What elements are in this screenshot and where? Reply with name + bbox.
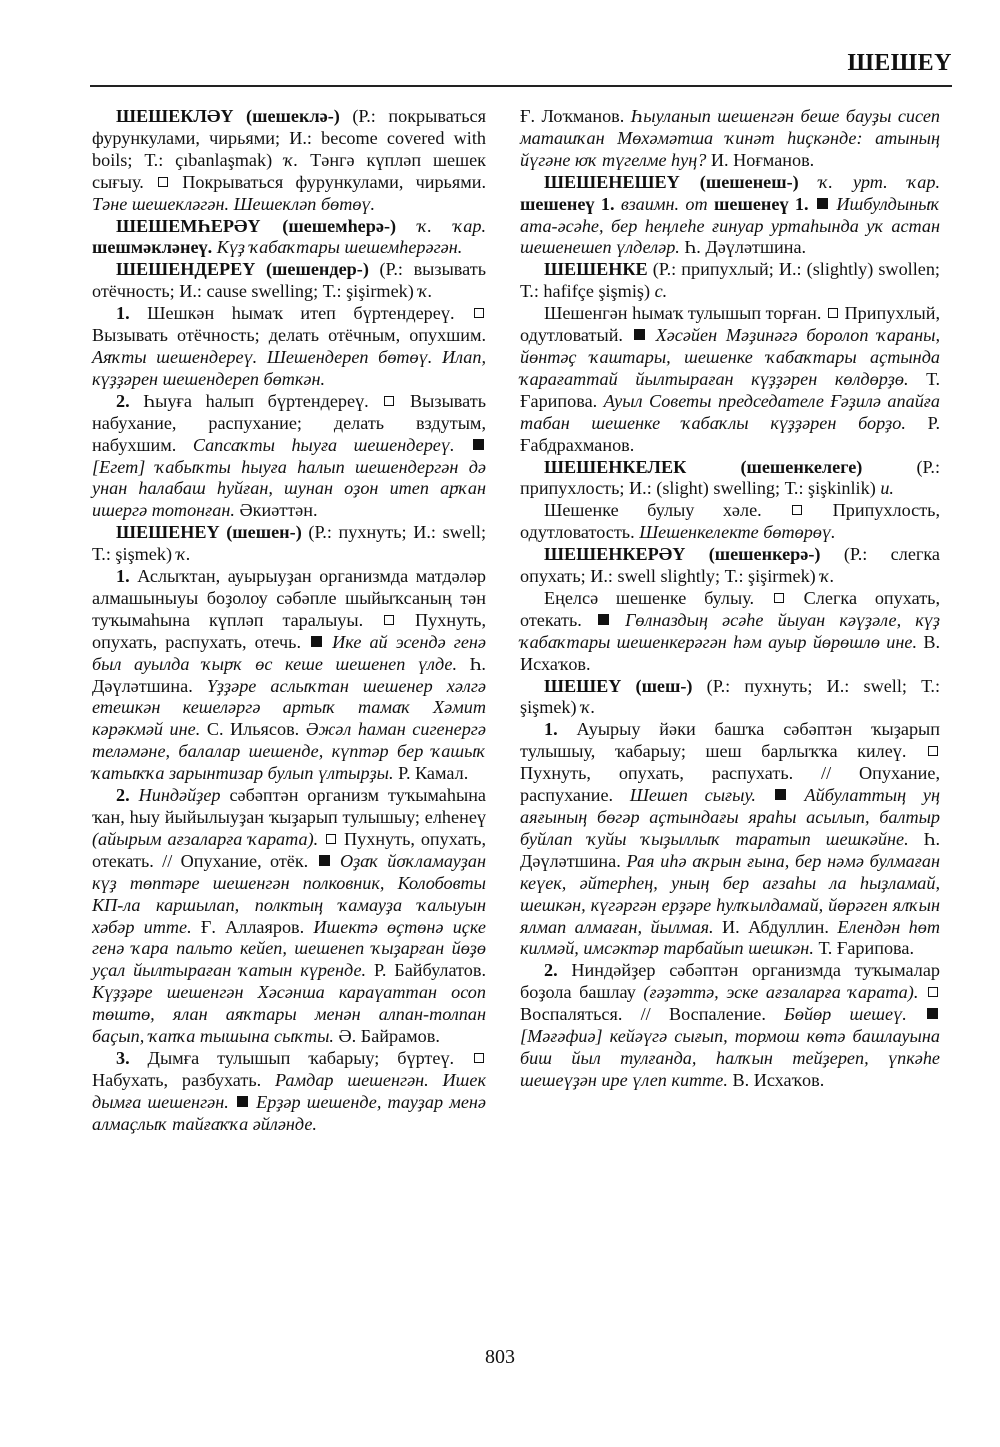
- entry-sheshenkelek: ШЕШЕНКЕЛЕК (шешенкелеге) (Р.: припухлость; И.: (slight) swelling; Т.: şişkinlik) и.: [520, 456, 940, 499]
- square-icon: [326, 834, 336, 844]
- entry-sheshenkereu-body: Еңелсә шешенке булыу. Слегка опухать, отекать. Гөлназдың әсәһе йыуан кәүҙәле, күҙ ҡабаҡтары шешенкерәгән һәм ауыр йөрөшлө ине. В. Исхаҡов.: [520, 587, 941, 674]
- square-icon: [928, 987, 938, 997]
- sense-1: 1. Ауырыу йәки башҡа сәбәптән ҡыҙарып тулышыу, ҡабарыу; шеш барлыҡҡа килеү. Пухнуть, опухать, распухать. // Опухание, распухание. Шешеп сығыу. Айбулаттың уң аяғының бөгәр аҫтындағы яраһы асылып, балтыр буйлап ҡуйы ҡыҙыллыҡ таратып шешкәйне. Һ. Дәүләтшина. Рая иһә аҡрын ғына, бер нәмә булмаған кеүек, әйтерһең, уның бер ағзаһы ла һыҙламай, шешкән, күгәргән ерҙәре һулҡылдамай, йөрәген ялҡын ялмап алмаған, йылмая. И. Абдуллин. Елендән һөт килмәй, имсәктәр тарбайып шешкән. Т. Ғарипова.: [520, 719, 941, 959]
- bullet-icon: [927, 1008, 938, 1019]
- entry-sheshenkereu: ШЕШЕНКЕРӘҮ (шешенкерә-) (Р.: слегка опухать; И.: swell slightly; Т.: şişirmek) ҡ.: [520, 544, 940, 587]
- sense-1: 1. Аслыҡтан, ауырыуҙан организмда матдәләр алмашыныуы боҙолоу сәбәпле шыйыҡсаның тән туҡымаһына күпләп таралыуы. Пухнуть, опухать, распухать, отечь. Ике ай эсендә генә был ауылда ҡырҡ өс кеше шешенеп үлде. Һ. Дәүләтшина. Үҙҙәре аслыҡтан шешенер хәлгә етешкән кешеләргә артыҡ тамаҡ Хәмит кәрәкмәй ине. С. Ильясов. Әжәл һаман сигенергә теләмәне, балалар шешенде, күптәр бер ҡашыҡ ҡатыҡҡа зарынтизар булып үлтырҙы. Р. Камал.: [92, 566, 487, 784]
- citation-continued: Ғ. Лоҡманов. Һыуланып шешенгән беше бауҙы сисеп маташҡан Мөхәмәтша ҡинәт һиҫкәнде: атының йүгәне юҡ түгелме һуң? И. Ноғманов.: [520, 106, 940, 170]
- running-head: ШЕШЕҮ: [847, 50, 952, 76]
- square-icon: [828, 308, 838, 318]
- bullet-icon: [775, 789, 786, 800]
- entry-sheshenew: ШЕШЕНЕҮ (шешен-) (Р.: пухнуть; И.: swell; Т.: şişmek) ҡ.: [92, 522, 487, 565]
- square-icon: [384, 615, 394, 625]
- header-rule: [90, 85, 952, 87]
- left-column: [92, 106, 486, 1136]
- bullet-icon: [311, 636, 322, 647]
- sense-2: 2. Ниндәйҙер сәбәптән организмда туҡымалар боҙола башлау (ғәҙәттә, эске ағзаларға ҡарата). Воспаляться. // Воспаление. Бөйөр шешеү. [Мәғәфиә] кейәүгә сығып, тормош көтә башлауына биш йыл тулғанда, һалҡын тейҙереп, үпкәһе шешеүҙән ире үлеп китте. В. Исхаҡов.: [520, 960, 940, 1090]
- square-icon: [928, 746, 938, 756]
- entry-sheshenke-body: Шешенгән һымаҡ тулышып торған. Припухлый, одутловатый. Хәсәйен Мәҙинәгә боролоп ҡараны, йөнтәҫ ҡаштары, шешенке ҡабаҡтары аҫтында ҡарағаттай йылтыраған күҙҙәрен көлдөрҙө. Т. Ғарипова. Ауыл Советы председателе Ғәҙилә апайға табан шешенке ҡабаҡлы күҙҙәрен борҙо. Р. Ғабдрахманов.: [520, 303, 941, 455]
- sense-3: 3. Дымға тулышып ҡабарыу; бүртеү. Набухать, разбухать. Рамдар шешенгән. Ишек дымға шешенгән. Ерҙәр шешенде, тауҙар менә алмаҫлыҡ тайғаҡҡа әйләнде.: [92, 1047, 486, 1134]
- bullet-icon: [598, 614, 609, 625]
- entry-sheshemhereu: ШЕШЕМҺЕРӘҮ (шешемһерә-) ҡ. ҡар. шешмәкләнеү. Күҙ ҡабаҡтары шешемһерәгән.: [92, 215, 486, 258]
- bullet-icon: [473, 439, 484, 450]
- square-icon: [158, 177, 168, 187]
- entry-sheshenkelek-body: Шешенке булыу хәле. Припухлость, одутловатость. Шешенкелекте бөтөрөү.: [520, 500, 940, 543]
- entry-sheshekleu: ШЕШЕКЛӘҮ (шешеклә-) (Р.: покрываться фурункулами, чирьями; И.: become covered with boils; Т.: çıbanlaşmak) ҡ. Тәнгә күпләп шешек сығыу. Покрываться фурункулами, чирьями. Тәне шешекләгән. Шешекләп бөтөү.: [92, 106, 486, 214]
- square-icon: [774, 593, 784, 603]
- bullet-icon: [237, 1096, 248, 1107]
- right-column: [520, 106, 940, 1092]
- entry-sheshendereu: ШЕШЕНДЕРЕҮ (шешендер-) (Р.: вызывать отёчность; И.: cause swelling; Т.: şişirmek) ҡ.: [92, 259, 486, 302]
- sense-2: 2. Һыуға һалып бүртендереү. Вызывать набухание, распухание; делать вздутым, набухшим. Сапсаҡты һыуға шешендереү. [Егет] ҡабыҡты һыуға һалып шешендергән дә унан һалабаш һуйған, шунан оҙон итеп арҡан ишергә тотонған. Әкиәттән.: [92, 390, 486, 521]
- sense-2: 2. Ниндәйҙер сәбәптән организм туҡымаһына ҡан, һыу йыйылыуҙан ҡыҙарып тулышыу; елһенеү (айырым ағзаларға ҡарата). Пухнуть, опухать, отекать. // Опухание, отёк. Оҙаҡ йоҡламауҙан күҙ төптәре шешенгән полковник, Колобовты КП-ла каршылап, полктың ҡамауҙа ҡалыуын хәбәр итте. Ғ. Аллаяров. Ишектә өҫтөнә иҫке генә ҡара пальто кейеп, шешенеп ҡыҙарған йөҙө уҫал йылтыраған ҡатын күренде. Р. Байбулатов. Күҙҙәре шешенгән Хәсәнша караүаттан осоп төштө, ялан аяҡтары менән алпан-толпан баҫып, ҡапҡа тышына сыҡты. Ә. Байрамов.: [92, 785, 487, 1047]
- bullet-icon: [634, 329, 645, 340]
- sense-1: 1. Шешкән һымаҡ итеп бүртендереү. Вызывать отёчность; делать отёчным, опухшим. Аяҡты шешендереү. Шешендереп бөтөү. Илап, күҙҙәрен шешендереп бөткән.: [92, 303, 486, 389]
- bullet-icon: [817, 198, 828, 209]
- bullet-icon: [319, 855, 330, 866]
- square-icon: [384, 396, 394, 406]
- square-icon: [792, 505, 802, 515]
- entry-shesheu: ШЕШЕҮ (шеш-) (Р.: пухнуть; И.: swell; Т.: şişmek) ҡ.: [520, 675, 941, 718]
- page-number: 803: [485, 1346, 515, 1368]
- square-icon: [474, 308, 484, 318]
- square-icon: [474, 1053, 484, 1063]
- entry-sheshenesheu: ШЕШЕНЕШЕҮ (шешенеш-) ҡ. урт. ҡар. шешенеү 1. взаимн. от шешенеү 1. Ишбулдыныҡ ата-әсәһе, бер һеңлеһе ғинуар уртаһында уҡ астан шешенешеп үлделәр. Һ. Дәүләтшина.: [520, 171, 941, 258]
- entry-sheshenke: ШЕШЕНКЕ (Р.: припухлый; И.: (slightly) swollen; Т.: hafifçe şişmiş) с.: [520, 259, 940, 302]
